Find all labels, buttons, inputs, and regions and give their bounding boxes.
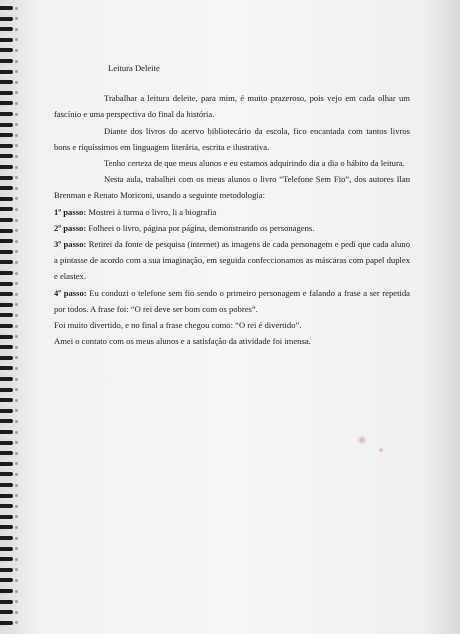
punch-hole (15, 558, 18, 561)
spiral-ring (0, 366, 13, 370)
spiral-ring (0, 186, 13, 190)
spiral-ring (0, 568, 13, 572)
punch-hole (15, 409, 18, 412)
punch-hole (15, 49, 18, 52)
punch-hole (15, 176, 18, 179)
spiral-ring (0, 451, 13, 455)
spiral-ring (0, 144, 13, 148)
spiral-ring (0, 271, 13, 275)
spiral-binding (0, 0, 22, 634)
spiral-ring (0, 207, 13, 211)
spiral-ring (0, 80, 13, 84)
punch-hole (15, 303, 18, 306)
step-text: Mostrei à turma o livro, li a biografia (86, 206, 217, 217)
step-label: 1º passo: (54, 206, 87, 217)
spiral-ring (0, 483, 13, 487)
spiral-ring (0, 600, 13, 604)
spiral-ring (0, 239, 13, 243)
document-body (54, 60, 410, 349)
punch-hole (15, 229, 18, 232)
spiral-ring (0, 377, 13, 381)
step-item (54, 236, 410, 285)
punch-hole (15, 335, 18, 338)
punch-hole (15, 420, 18, 423)
spiral-ring (0, 282, 13, 286)
punch-hole (15, 91, 18, 94)
spiral-ring (0, 430, 13, 434)
spiral-ring (0, 70, 13, 74)
closing-line: Amei o contato com os meus alunos e a satisfação da atividade foi imensa. (54, 336, 311, 347)
punch-hole (15, 325, 18, 328)
spiral-ring (0, 589, 13, 593)
spiral-ring (0, 313, 13, 317)
spiral-ring (0, 91, 13, 95)
punch-hole (15, 102, 18, 105)
punch-hole (15, 537, 18, 540)
spiral-ring (0, 345, 13, 349)
punch-hole (15, 7, 18, 10)
punch-hole (15, 600, 18, 603)
punch-hole (15, 261, 18, 264)
punch-hole (15, 579, 18, 582)
punch-hole (15, 568, 18, 571)
punch-hole (15, 240, 18, 243)
punch-hole (15, 346, 18, 349)
spiral-ring (0, 419, 13, 423)
punch-hole (15, 526, 18, 529)
spiral-ring (0, 250, 13, 254)
punch-hole (15, 166, 18, 169)
spiral-ring (0, 462, 13, 466)
step-label: 2º passo: (54, 222, 87, 233)
punch-hole (15, 293, 18, 296)
spiral-ring (0, 504, 13, 508)
punch-hole (15, 208, 18, 211)
punch-hole (15, 378, 18, 381)
spiral-ring (0, 260, 13, 264)
spiral-ring (0, 472, 13, 476)
spiral-ring (0, 101, 13, 105)
spiral-ring (0, 525, 13, 529)
punch-hole (15, 441, 18, 444)
spiral-ring (0, 578, 13, 582)
spiral-ring (0, 335, 13, 339)
spiral-ring (0, 303, 13, 307)
spiral-ring (0, 6, 13, 10)
spiral-ring (0, 123, 13, 127)
punch-hole (15, 38, 18, 41)
punch-hole (15, 113, 18, 116)
step-item (54, 204, 410, 220)
punch-hole (15, 28, 18, 31)
punch-hole (15, 187, 18, 190)
punch-hole (15, 505, 18, 508)
punch-hole (15, 70, 18, 73)
punch-hole (15, 388, 18, 391)
spiral-ring (0, 218, 13, 222)
punch-hole (15, 250, 18, 253)
punch-hole (15, 494, 18, 497)
spiral-ring (0, 536, 13, 540)
spiral-ring (0, 59, 13, 63)
spiral-ring (0, 292, 13, 296)
punch-hole (15, 219, 18, 222)
spiral-ring (0, 17, 13, 21)
punch-hole (15, 547, 18, 550)
step-label: 3º passo: (54, 239, 87, 250)
paragraph: Tenho certeza de que meus alunos e eu estamos adquirindo dia a dia o hábito da leitura. (104, 158, 405, 169)
spiral-ring (0, 356, 13, 360)
punch-hole (15, 17, 18, 20)
punch-hole (15, 515, 18, 518)
spiral-ring (0, 324, 13, 328)
spiral-ring (0, 197, 13, 201)
spiral-ring (0, 48, 13, 52)
spiral-ring (0, 515, 13, 519)
punch-hole (15, 81, 18, 84)
spiral-ring (0, 388, 13, 392)
closing-line: Foi muito divertido, e no final a frase chegou como: “O rei é divertido”. (54, 320, 302, 331)
spiral-ring (0, 409, 13, 413)
punch-hole (15, 590, 18, 593)
punch-hole (15, 356, 18, 359)
spiral-ring (0, 621, 13, 625)
punch-hole (15, 484, 18, 487)
punch-hole (15, 473, 18, 476)
punch-hole (15, 462, 18, 465)
spiral-ring (0, 398, 13, 402)
document-title: Leitura Deleite (108, 63, 160, 73)
spiral-ring (0, 557, 13, 561)
paragraph: Nesta aula, trabalhei com os meus alunos o livro “Telefone Sem Fio”, dos autores Ilan Brenman e Renato Moriconi, usando a seguinte metodologia: (54, 174, 410, 201)
punch-hole (15, 60, 18, 63)
spiral-ring (0, 176, 13, 180)
step-text: Retirei da fonte de pesquisa (internet) as imagens de cada personagem e pedi que cada aluno a pintasse de acordo com a sua imaginação, em seguida confeccionamos as máscaras com papel duplex e elastex. (54, 239, 410, 282)
spiral-ring (0, 133, 13, 137)
paragraph: Trabalhar a leitura deleite, para mim, é muito prazeroso, pois vejo em cada olhar um fascínio e uma perspectiva do final da história. (54, 93, 410, 120)
punch-hole (15, 611, 18, 614)
spiral-ring (0, 38, 13, 42)
step-text: Eu conduzi o telefone sem fio sendo o primeiro personagem e falando a frase a ser repetida por todos. A frase foi: “O rei deve ser bom com os pobres”. (54, 287, 410, 314)
spiral-ring (0, 610, 13, 614)
step-text: Folheei o livro, página por página, demonstrando os personagens. (86, 222, 315, 233)
spiral-ring (0, 165, 13, 169)
punch-hole (15, 399, 18, 402)
spiral-ring (0, 494, 13, 498)
punch-hole (15, 144, 18, 147)
spiral-ring (0, 229, 13, 233)
paper-stain (378, 447, 384, 453)
paragraph: Diante dos livros do acervo bibliotecário da escola, fico encantada com tantos livros bons e riquíssimos em linguagem literária, escrita e ilustrativa. (54, 125, 410, 152)
punch-hole (15, 452, 18, 455)
punch-hole (15, 282, 18, 285)
punch-hole (15, 621, 18, 624)
spiral-ring (0, 154, 13, 158)
step-label: 4º passo: (54, 287, 87, 298)
punch-hole (15, 431, 18, 434)
punch-hole (15, 314, 18, 317)
punch-hole (15, 134, 18, 137)
spiral-ring (0, 547, 13, 551)
punch-hole (15, 123, 18, 126)
spiral-ring (0, 441, 13, 445)
punch-hole (15, 367, 18, 370)
punch-hole (15, 272, 18, 275)
spiral-ring (0, 27, 13, 31)
spiral-ring (0, 112, 13, 116)
step-item (54, 285, 410, 317)
punch-hole (15, 155, 18, 158)
punch-hole (15, 197, 18, 200)
paper-stain (357, 435, 367, 445)
step-item (54, 220, 410, 236)
